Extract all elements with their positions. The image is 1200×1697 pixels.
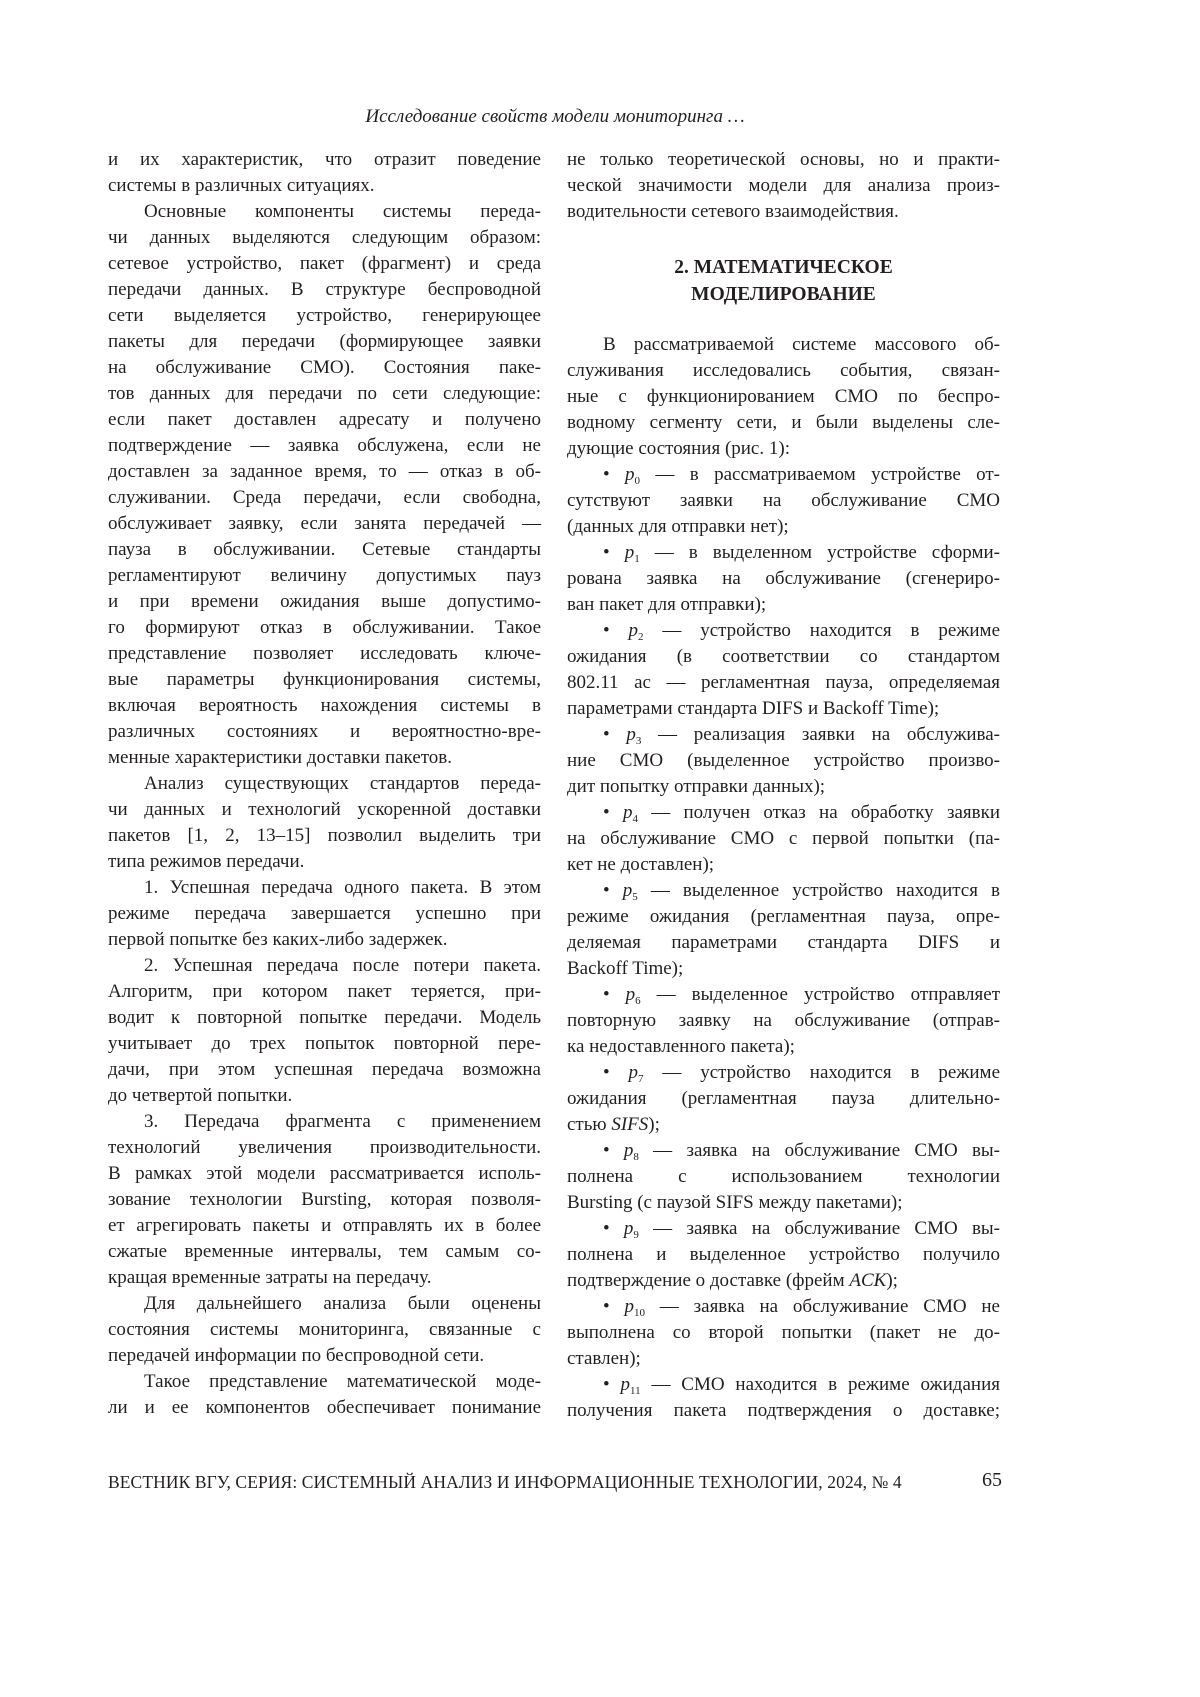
text-segment: );: [648, 1114, 660, 1135]
text-line: передачи данных. В структуре беспроводной: [108, 277, 541, 303]
text-line: Анализ существующих стандартов переда-: [108, 771, 541, 797]
text-line: Backoff Time);: [567, 956, 1000, 982]
text-line: водит к повторной попытке передачи. Модель: [108, 1005, 541, 1031]
text-line: служивании. Среда передачи, если свободна,: [108, 485, 541, 511]
text-line: • p9 — заявка на обслуживание СМО вы-: [567, 1216, 1000, 1242]
paragraph: [108, 1369, 541, 1421]
text-line: различных состояниях и вероятностно-вре-: [108, 719, 541, 745]
state-list-item: [567, 1372, 1000, 1424]
text-line: полнена и выделенное устройство получило: [567, 1242, 1000, 1268]
text-line: если пакет доставлен адресату и получено: [108, 407, 541, 433]
right-column-body: [567, 332, 1000, 1424]
text-line: сжатые временные интервалы, тем самым со-: [108, 1239, 541, 1265]
text-line: включая вероятность нахождения системы в: [108, 693, 541, 719]
section-heading: [567, 254, 1000, 308]
text-line: полнена с использованием технологии: [567, 1164, 1000, 1190]
italic-term: ACK: [849, 1270, 886, 1291]
text-line: ет агрегировать пакеты и отправлять их в более: [108, 1213, 541, 1239]
state-variable: p4: [623, 802, 638, 823]
text-line: водительности сетевого взаимодействия.: [567, 199, 1000, 225]
text-line: служивания исследовались события, связан-: [567, 358, 1000, 384]
text-line: до четвертой попытки.: [108, 1083, 541, 1109]
state-index: 1: [634, 553, 640, 565]
text-line: ожидания (в соответствии со стандартом: [567, 644, 1000, 670]
text-line: системы в различных ситуациях.: [108, 173, 541, 199]
text-line: ли и ее компонентов обеспечивает понимание: [108, 1395, 541, 1421]
text-line: Основные компоненты системы переда-: [108, 199, 541, 225]
text-line: регламентируют величину допустимых пауз: [108, 563, 541, 589]
text-line: состояния системы мониторинга, связанные с: [108, 1317, 541, 1343]
text-line: [567, 1268, 1000, 1294]
text-line: 2. Успешная передача после потери пакета.: [108, 953, 541, 979]
section-heading-line: 2. МАТЕМАТИЧЕСКОЕ: [567, 254, 1000, 281]
text-line: ставлен);: [567, 1346, 1000, 1372]
state-index: 11: [630, 1385, 641, 1397]
text-line: го формируют отказ в обслуживании. Такое: [108, 615, 541, 641]
text-line: ван пакет для отправки);: [567, 592, 1000, 618]
text-line: подтверждение — заявка обслужена, если не: [108, 433, 541, 459]
text-segment: стью: [567, 1114, 611, 1135]
text-line: представление позволяет исследовать ключе-: [108, 641, 541, 667]
text-line: вые параметры функционирования системы,: [108, 667, 541, 693]
state-index: 6: [635, 995, 641, 1007]
text-segment: );: [886, 1270, 898, 1291]
text-line: дачи, при этом успешная передача возможна: [108, 1057, 541, 1083]
text-line: Алгоритм, при котором пакет теряется, при-: [108, 979, 541, 1005]
state-index: 0: [635, 475, 641, 487]
paragraph: [567, 147, 1000, 225]
state-list-item: [567, 982, 1000, 1060]
text-line: не только теоретической основы, но и практи-: [567, 147, 1000, 173]
right-column-top: [567, 147, 1000, 225]
state-index: 4: [632, 813, 638, 825]
text-line: и их характеристик, что отразит поведение: [108, 147, 541, 173]
text-line: сети выделяется устройство, генерирующее: [108, 303, 541, 329]
state-list-item: [567, 800, 1000, 878]
text-line: ческой значимости модели для анализа произ-: [567, 173, 1000, 199]
text-line: чи данных и технологий ускоренной доставки: [108, 797, 541, 823]
text-line: деляемая параметрами стандарта DIFS и: [567, 930, 1000, 956]
text-line: выполнена со второй попытки (пакет не до-: [567, 1320, 1000, 1346]
state-index: 5: [632, 891, 638, 903]
text-line: • p5 — выделенное устройство находится в: [567, 878, 1000, 904]
text-line: кращая временные затраты на передачу.: [108, 1265, 541, 1291]
text-line: пакеты для передачи (формирующее заявки: [108, 329, 541, 355]
state-index: 7: [638, 1073, 644, 1085]
state-variable: p10: [624, 1296, 645, 1317]
text-line: В рассматриваемой системе массового об-: [567, 332, 1000, 358]
state-list-item: [567, 1138, 1000, 1216]
state-list-item: [567, 618, 1000, 722]
text-line: первой попытке без каких-либо задержек.: [108, 927, 541, 953]
text-line: пауза в обслуживании. Сетевые стандарты: [108, 537, 541, 563]
text-line: • p4 — получен отказ на обработку заявки: [567, 800, 1000, 826]
state-variable: p8: [624, 1140, 639, 1161]
state-variable: p0: [625, 464, 640, 485]
text-line: ные с функционированием СМО по беспро-: [567, 384, 1000, 410]
text-line: рована заявка на обслуживание (сгенериро-: [567, 566, 1000, 592]
text-line: повторную заявку на обслуживание (отправ-: [567, 1008, 1000, 1034]
text-line: • p8 — заявка на обслуживание СМО вы-: [567, 1138, 1000, 1164]
state-variable: p5: [623, 880, 638, 901]
text-line: чи данных выделяются следующим образом:: [108, 225, 541, 251]
running-head: Исследование свойств модели мониторинга …: [0, 104, 1110, 130]
text-line: тов данных для передачи по сети следующие:: [108, 381, 541, 407]
state-list-item: [567, 1216, 1000, 1294]
state-variable: p9: [624, 1218, 639, 1239]
paragraph: [108, 953, 541, 1109]
text-line: учитывает до трех попыток повторной пере-: [108, 1031, 541, 1057]
text-line: пакетов [1, 2, 13–15] позволил выделить три: [108, 823, 541, 849]
text-line: 3. Передача фрагмента с применением: [108, 1109, 541, 1135]
text-line: технологий увеличения производительности.: [108, 1135, 541, 1161]
state-variable: p6: [626, 984, 641, 1005]
state-index: 8: [633, 1151, 639, 1163]
state-index: 2: [638, 631, 644, 643]
text-line: [567, 1112, 1000, 1138]
state-variable: p11: [621, 1374, 641, 1395]
state-list-item: [567, 1294, 1000, 1372]
text-line: • p10 — заявка на обслуживание СМО не: [567, 1294, 1000, 1320]
text-line: 802.11 ac — регламентная пауза, определяемая: [567, 670, 1000, 696]
paragraph: [567, 332, 1000, 462]
text-line: (данных для отправки нет);: [567, 514, 1000, 540]
text-line: передачей информации по беспроводной сети.: [108, 1343, 541, 1369]
text-line: • p11 — СМО находится в режиме ожидания: [567, 1372, 1000, 1398]
state-list-item: [567, 878, 1000, 982]
text-line: типа режимов передачи.: [108, 849, 541, 875]
text-line: ние СМО (выделенное устройство произво-: [567, 748, 1000, 774]
text-line: режиме ожидания (регламентная пауза, опре-: [567, 904, 1000, 930]
state-variable: p1: [625, 542, 640, 563]
paragraph: [108, 147, 541, 199]
state-list-item: [567, 722, 1000, 800]
text-line: Для дальнейшего анализа были оценены: [108, 1291, 541, 1317]
text-line: на обслуживание СМО). Состояния паке-: [108, 355, 541, 381]
text-line: Такое представление математической моде-: [108, 1369, 541, 1395]
text-line: сетевое устройство, пакет (фрагмент) и среда: [108, 251, 541, 277]
text-line: на обслуживание СМО с первой попытки (па-: [567, 826, 1000, 852]
paragraph: [108, 199, 541, 771]
text-line: дующие состояния (рис. 1):: [567, 436, 1000, 462]
text-line: зование технологии Bursting, которая позволя-: [108, 1187, 541, 1213]
section-heading-line: МОДЕЛИРОВАНИЕ: [567, 281, 1000, 308]
journal-footer: ВЕСТНИК ВГУ, СЕРИЯ: СИСТЕМНЫЙ АНАЛИЗ И ИНФОРМАЦИОННЫЕ ТЕХНОЛОГИИ, 2024, № 4: [108, 1469, 902, 1495]
paragraph: [108, 771, 541, 875]
text-line: доставлен за заданное время, то — отказ в об-: [108, 459, 541, 485]
state-variable: p2: [629, 620, 644, 641]
text-line: водному сегменту сети, и были выделены сле-: [567, 410, 1000, 436]
paragraph: [108, 1291, 541, 1369]
state-variable: p7: [629, 1062, 644, 1083]
state-list-item: [567, 540, 1000, 618]
text-line: режиме передача завершается успешно при: [108, 901, 541, 927]
paragraph: [108, 875, 541, 953]
text-line: • p7 — устройство находится в режиме: [567, 1060, 1000, 1086]
paragraph: [108, 1109, 541, 1291]
text-line: • p1 — в выделенном устройстве сформи-: [567, 540, 1000, 566]
text-line: получения пакета подтверждения о доставке;: [567, 1398, 1000, 1424]
state-list-item: [567, 1060, 1000, 1138]
text-line: параметрами стандарта DIFS и Backoff Time);: [567, 696, 1000, 722]
text-line: Bursting (с паузой SIFS между пакетами);: [567, 1190, 1000, 1216]
text-segment: подтверждение о доставке (фрейм: [567, 1270, 849, 1291]
text-line: ка недоставленного пакета);: [567, 1034, 1000, 1060]
text-line: обслуживает заявку, если занята передачей —: [108, 511, 541, 537]
text-line: 1. Успешная передача одного пакета. В этом: [108, 875, 541, 901]
state-variable: p3: [626, 724, 641, 745]
page-number: 65: [982, 1467, 1002, 1493]
text-line: и при времени ожидания выше допустимо-: [108, 589, 541, 615]
text-line: • p3 — реализация заявки на обслужива-: [567, 722, 1000, 748]
text-line: ожидания (регламентная пауза длительно-: [567, 1086, 1000, 1112]
text-line: • p0 — в рассматриваемом устройстве от-: [567, 462, 1000, 488]
state-list-item: [567, 462, 1000, 540]
text-line: кет не доставлен);: [567, 852, 1000, 878]
text-line: • p6 — выделенное устройство отправляет: [567, 982, 1000, 1008]
text-line: менные характеристики доставки пакетов.: [108, 745, 541, 771]
italic-term: SIFS: [611, 1114, 648, 1135]
text-line: дит попытку отправки данных);: [567, 774, 1000, 800]
text-line: В рамках этой модели рассматривается исполь-: [108, 1161, 541, 1187]
left-column: [108, 147, 541, 1421]
state-index: 3: [636, 735, 642, 747]
state-index: 9: [633, 1229, 639, 1241]
text-line: • p2 — устройство находится в режиме: [567, 618, 1000, 644]
state-index: 10: [634, 1307, 645, 1319]
text-line: сутствуют заявки на обслуживание СМО: [567, 488, 1000, 514]
